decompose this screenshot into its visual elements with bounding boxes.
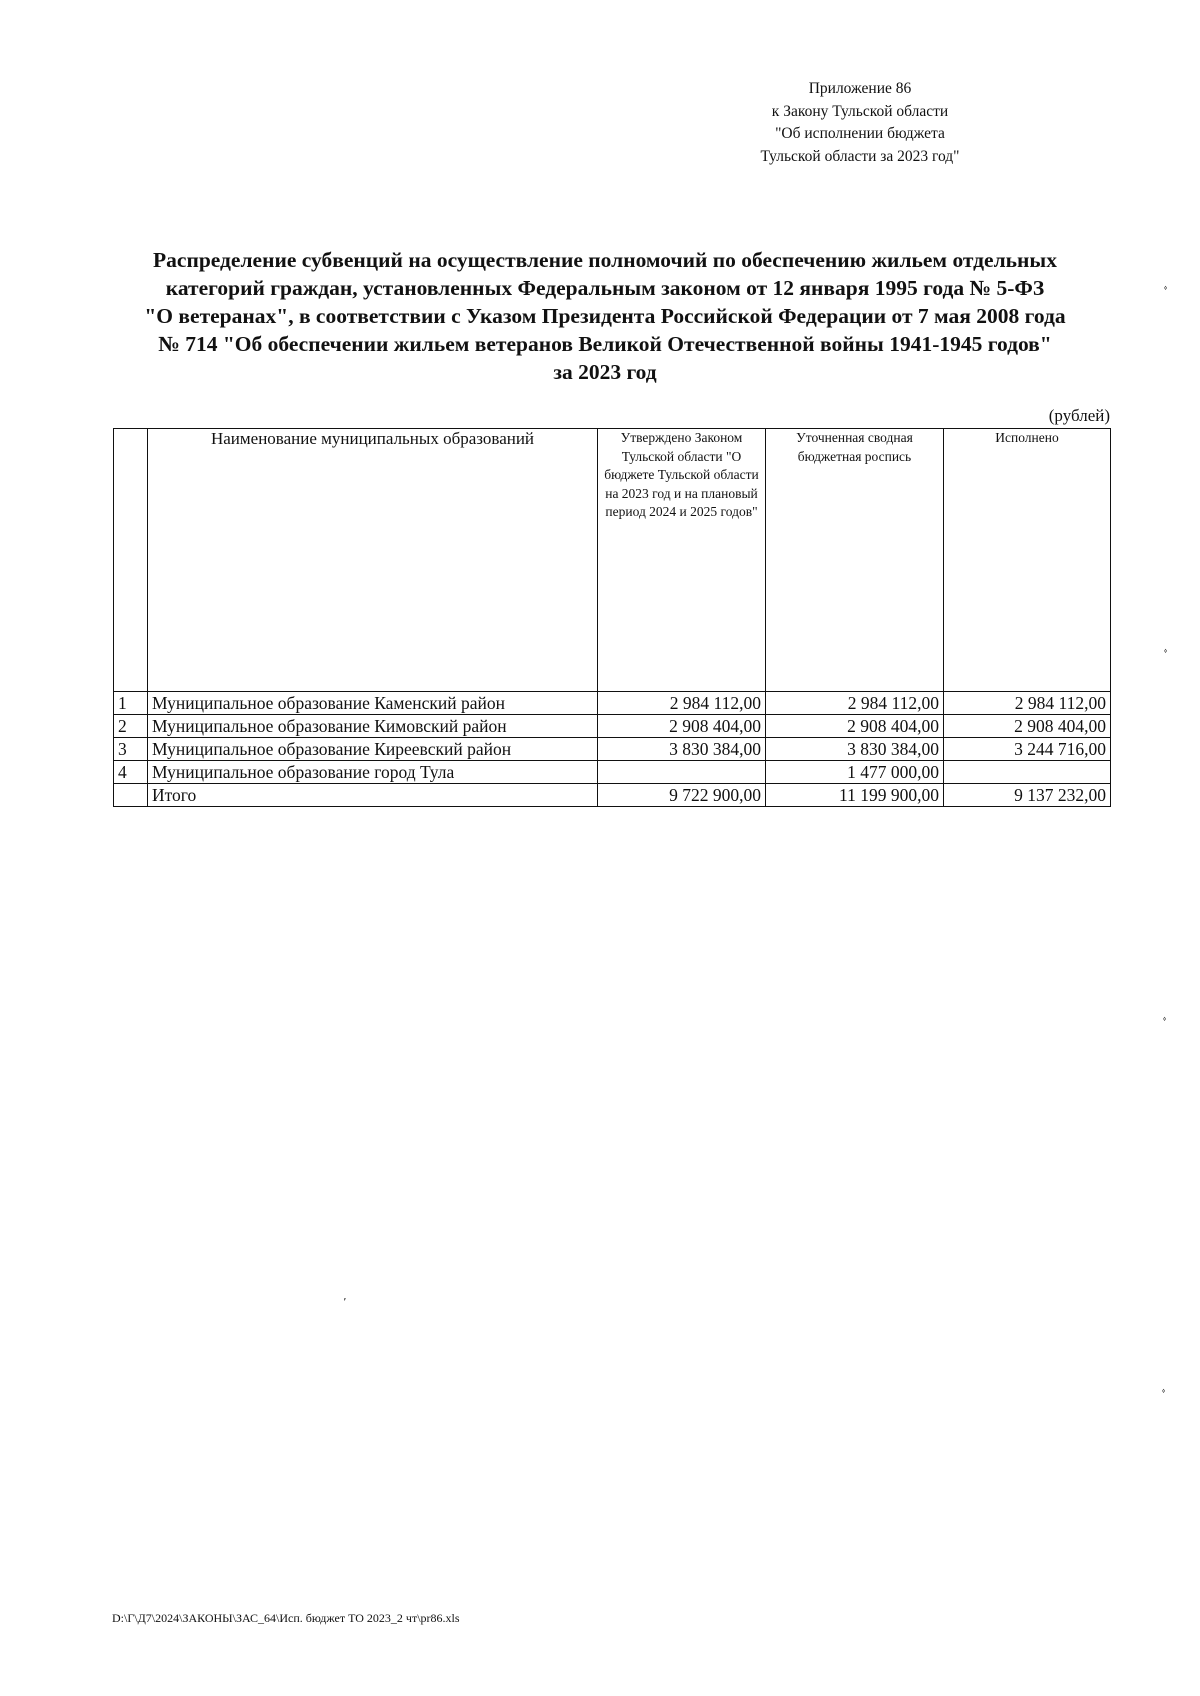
header-executed: Исполнено [944, 429, 1111, 692]
total-executed: 9 137 232,00 [944, 784, 1111, 807]
subvention-table [113, 428, 1111, 807]
scan-mark: ⬫ [1164, 281, 1168, 294]
row-refined: 1 477 000,00 [766, 761, 944, 784]
header-refined: Уточненная сводная бюджетная роспись [766, 429, 944, 692]
total-label: Итого [148, 784, 598, 807]
file-path-footer: D:\Г\Д7\2024\ЗАКОНЫ\ЗАС_64\Исп. бюджет ТО 2023_2 чт\pr86.xls [112, 1611, 460, 1625]
scan-mark: ⬫ [1162, 1384, 1166, 1397]
row-executed: 2 908 404,00 [944, 715, 1111, 738]
title-line-5: за 2023 год [553, 360, 657, 384]
title-line-1: Распределение субвенций на осуществление полномочий по обеспечению жильем отдельных [153, 248, 1057, 272]
row-executed: 2 984 112,00 [944, 692, 1111, 715]
document-title [110, 246, 1100, 386]
row-approved: 2 908 404,00 [598, 715, 766, 738]
title-line-4: № 714 "Об обеспечении жильем ветеранов Великой Отечественной войны 1941-1945 годов" [158, 332, 1052, 356]
title-line-2: категорий граждан, установленных Федеральным законом от 12 января 1995 года № 5-ФЗ [165, 276, 1045, 300]
row-name: Муниципальное образование город Тула [148, 761, 598, 784]
table-row [114, 738, 1111, 761]
row-refined: 2 908 404,00 [766, 715, 944, 738]
row-number: 2 [114, 715, 148, 738]
header-approved: Утверждено Законом Тульской области "О бюджете Тульской области на 2023 год и на плановый период 2024 и 2025 годов" [598, 429, 766, 692]
row-approved: 3 830 384,00 [598, 738, 766, 761]
appendix-line-1: Приложение 86 [808, 80, 912, 97]
table-total-row [114, 784, 1111, 807]
row-number: 3 [114, 738, 148, 761]
row-number: 4 [114, 761, 148, 784]
row-name: Муниципальное образование Киреевский район [148, 738, 598, 761]
table-row [114, 715, 1111, 738]
table-header-row [114, 429, 1111, 692]
appendix-block [700, 78, 1020, 168]
appendix-line-2: к Закону Тульской области [771, 102, 949, 120]
appendix-line-4: Тульской области за 2023 год" [760, 147, 960, 165]
title-line-3: "О ветеранах", в соответствии с Указом Президента Российской Федерации от 7 мая 2008 года [144, 304, 1066, 328]
units-label: (рублей) [1048, 406, 1110, 425]
row-executed [944, 761, 1111, 784]
row-name: Муниципальное образование Каменский район [148, 692, 598, 715]
total-number [114, 784, 148, 807]
row-refined: 2 984 112,00 [766, 692, 944, 715]
header-number [114, 429, 148, 692]
appendix-line-3: "Об исполнении бюджета [775, 125, 945, 142]
row-executed: 3 244 716,00 [944, 738, 1111, 761]
row-approved [598, 761, 766, 784]
table-row [114, 692, 1111, 715]
row-approved: 2 984 112,00 [598, 692, 766, 715]
row-name: Муниципальное образование Кимовский район [148, 715, 598, 738]
row-refined: 3 830 384,00 [766, 738, 944, 761]
total-approved: 9 722 900,00 [598, 784, 766, 807]
header-name: Наименование муниципальных образований [148, 429, 598, 692]
table-row [114, 761, 1111, 784]
row-number: 1 [114, 692, 148, 715]
total-refined: 11 199 900,00 [766, 784, 944, 807]
scan-mark: ʼ [343, 1296, 347, 1309]
scan-mark: ⬫ [1163, 1012, 1167, 1025]
scan-mark: ⬫ [1164, 644, 1168, 657]
